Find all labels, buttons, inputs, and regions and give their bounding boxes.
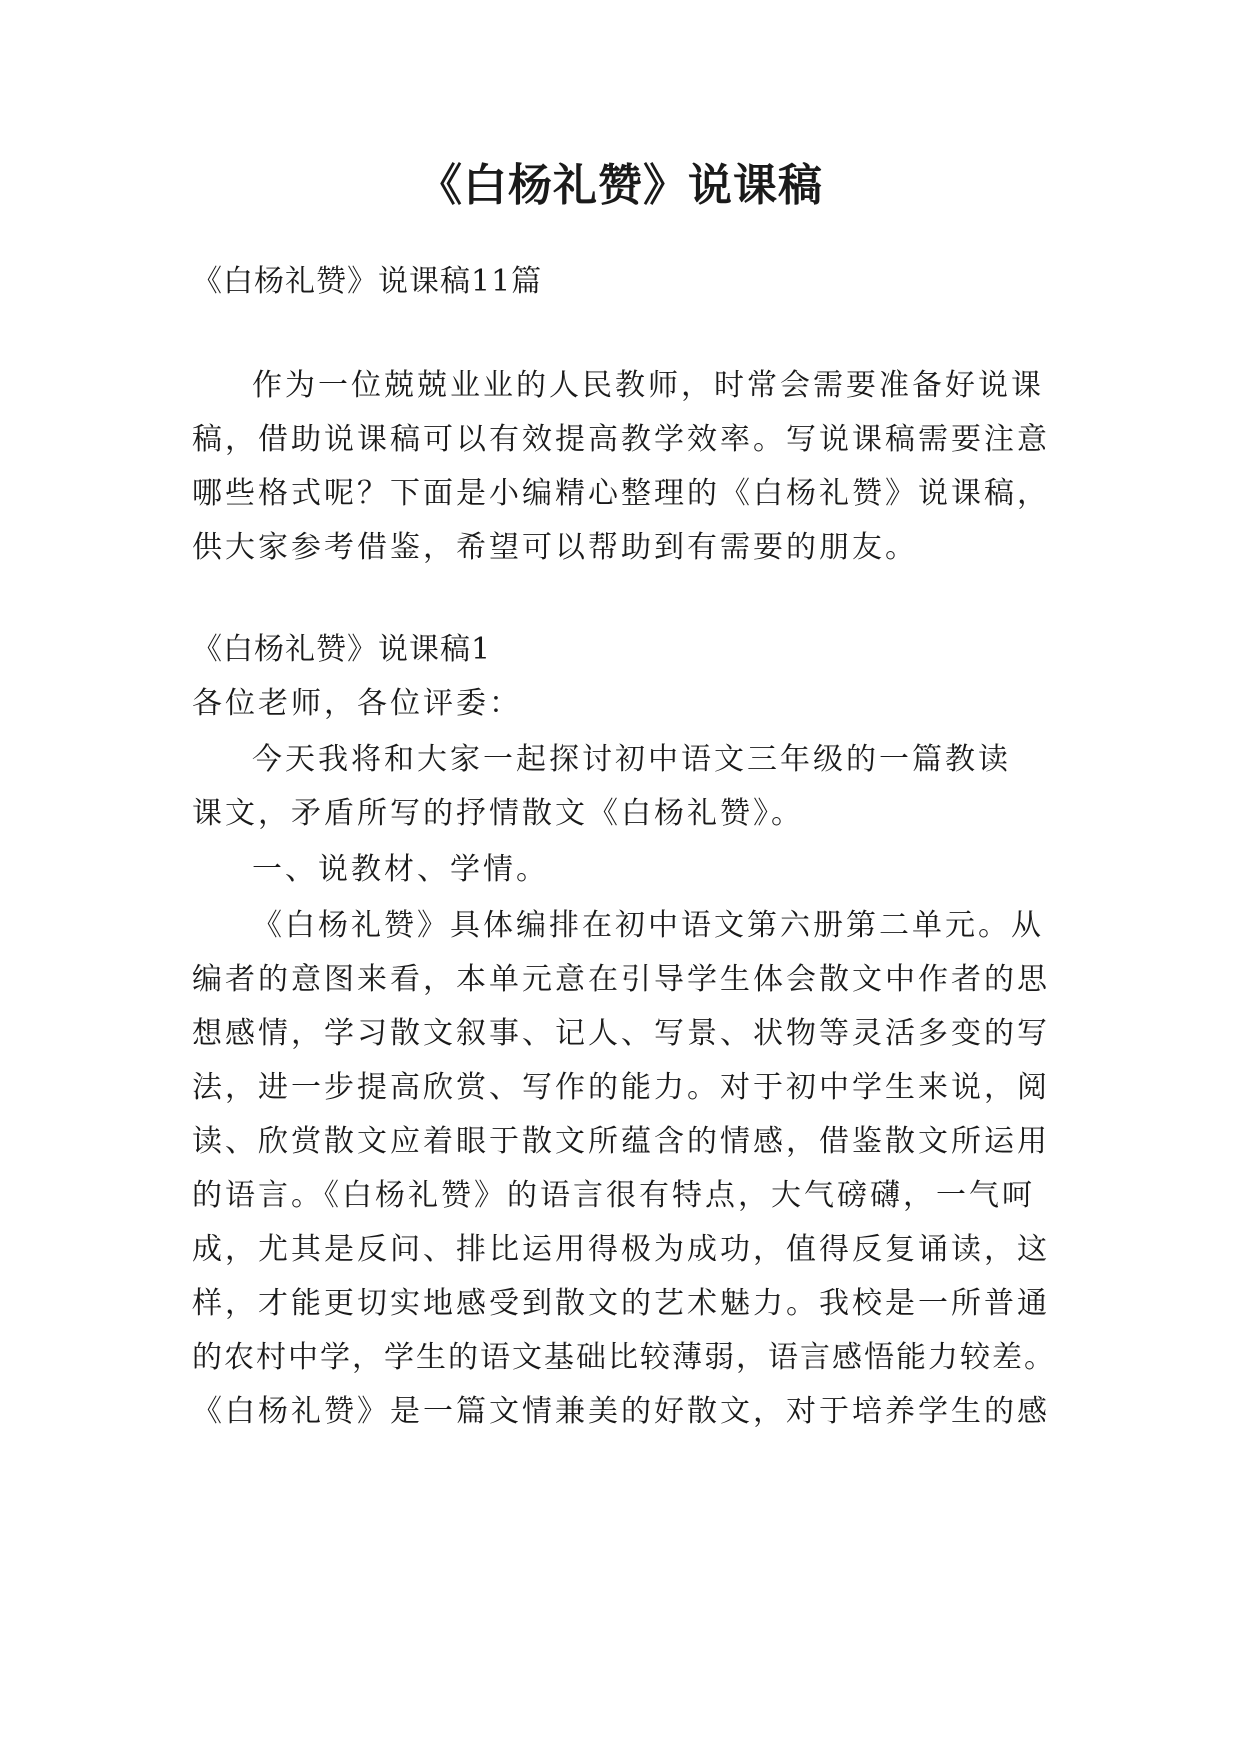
body-line: 样，才能更切实地感受到散文的艺术魅力。我校是一所普通 (192, 1286, 1050, 1321)
body-line: 的农村中学，学生的语文基础比较薄弱，语言感悟能力较差。 (192, 1340, 1056, 1375)
intro-line: 供大家参考借鉴，希望可以帮助到有需要的朋友。 (192, 530, 918, 565)
body-line: 法，进一步提高欣赏、写作的能力。对于初中学生来说，阅 (192, 1070, 1050, 1105)
body-line: 的语言。《白杨礼赞》的语言很有特点，大气磅礴，一气呵 (192, 1178, 1035, 1213)
intro-line: 哪些格式呢？下面是小编精心整理的《白杨礼赞》说课稿， (192, 476, 1050, 511)
body-line: 一、说教材、学情。 (252, 852, 549, 887)
body-line: 《白杨礼赞》是一篇文情兼美的好散文，对于培养学生的感 (192, 1394, 1050, 1429)
body-line: 读、欣赏散文应着眼于散文所蕴含的情感，借鉴散文所运用 (192, 1124, 1050, 1159)
body-line: 想感情，学习散文叙事、记人、写景、状物等灵活多变的写 (192, 1016, 1050, 1051)
intro-line: 作为一位兢兢业业的人民教师，时常会需要准备好说课 (252, 368, 1044, 403)
salutation: 各位老师，各位评委： (192, 686, 522, 721)
body-line: 成，尤其是反问、排比运用得极为成功，值得反复诵读，这 (192, 1232, 1050, 1267)
intro-line: 稿，借助说课稿可以有效提高教学效率。写说课稿需要注意 (192, 422, 1050, 457)
document-title: 《白杨礼赞》说课稿 (418, 160, 823, 211)
body-line: 《白杨礼赞》具体编排在初中语文第六册第二单元。从 (252, 908, 1044, 943)
body-line: 今天我将和大家一起探讨初中语文三年级的一篇教读 (252, 742, 1011, 777)
document-subtitle: 《白杨礼赞》说课稿11篇 (192, 264, 543, 299)
section-heading: 《白杨礼赞》说课稿1 (192, 632, 492, 667)
body-line: 课文，矛盾所写的抒情散文《白杨礼赞》。 (192, 796, 804, 831)
body-line: 编者的意图来看，本单元意在引导学生体会散文中作者的思 (192, 962, 1050, 997)
